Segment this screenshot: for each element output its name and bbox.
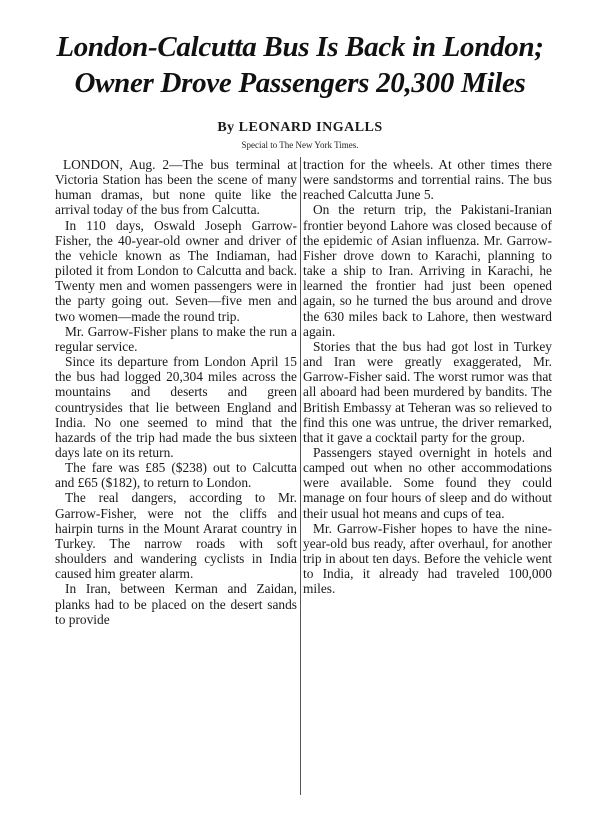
column-divider bbox=[300, 157, 301, 795]
byline: By LEONARD INGALLS bbox=[217, 120, 383, 135]
paragraph: The real dangers, according to Mr. Garrow-Fisher, were not the cliffs and hairpin turns in the Mount Ararat country in Turkey. The narrow roads with soft shoulders and wandering cyclists in India caused him greater alarm. bbox=[55, 490, 297, 582]
paragraph: The fare was £85 ($238) out to Calcutta and £65 ($182), to return to London. bbox=[55, 460, 297, 491]
headline-line-2: Owner Drove Passengers 20,300 Miles bbox=[74, 67, 526, 100]
paragraph-continued: traction for the wheels. At other times there were sandstorms and torrential rains. The bus reached Calcutta June 5. bbox=[303, 157, 552, 203]
wire-credit: Special to The New York Times. bbox=[241, 140, 359, 150]
paragraph: In Iran, between Kerman and Zaidan, planks had to be placed on the desert sands to provide bbox=[55, 581, 297, 627]
paragraph: Mr. Garrow-Fisher plans to make the run a regular service. bbox=[55, 323, 297, 354]
headline bbox=[0, 29, 600, 101]
paragraph: Stories that the bus had got lost in Turkey and Iran were greatly exaggerated, Mr. Garrow-Fisher said. The worst rumor was that all aboard had been murdered by bandits. The British Embassy at Teheran was so relieved to find this one was untrue, the driver remarked, that it gave a cocktail party for the group. bbox=[303, 338, 552, 445]
paragraph: Passengers stayed overnight in hotels and camped out when no other accommodations were available. Some found they could manage on four hours of sleep and do without their usual hot means and cups of tea. bbox=[303, 444, 552, 521]
paragraph-dateline: LONDON, Aug. 2—The bus terminal at Victoria Station has been the scene of many human dramas, but none quite like the arrival today of the bus from Calcutta. bbox=[55, 157, 297, 218]
paragraph: On the return trip, the Pakistani-Iranian frontier beyond Lahore was closed because of the epidemic of Asian influenza. Mr. Garrow-Fisher drove down to Karachi, planning to take a ship to Iran. Arriving in Karachi, he learned the frontier had just been opened again, so he turned the bus around and drove the 630 miles back to Lahore, then westward again. bbox=[303, 202, 552, 339]
paragraph: Since its departure from London April 15 the bus had logged 20,304 miles across the mountains and deserts and green countrysides that lie between England and India. No one seemed to mind that the hazards of the trip had made the bus sixteen days late on its return. bbox=[55, 354, 297, 460]
paragraph: In 110 days, Oswald Joseph Garrow-Fisher, the 40-year-old owner and driver of the vehicle known as The Indiaman, had piloted it from London to Calcutta and back. Twenty men and women passengers were in the party going out. Seven—five men and two women—made the round trip. bbox=[55, 217, 297, 324]
paragraph: Mr. Garrow-Fisher hopes to have the nine-year-old bus ready, after overhaul, for another trip in about ten days. Before the vehicle went to India, it already had traveled 100,000 miles. bbox=[303, 520, 552, 597]
article-column-left bbox=[55, 157, 297, 627]
headline-line-1: London-Calcutta Bus Is Back in London; bbox=[56, 31, 544, 64]
article-column-right bbox=[303, 157, 552, 597]
